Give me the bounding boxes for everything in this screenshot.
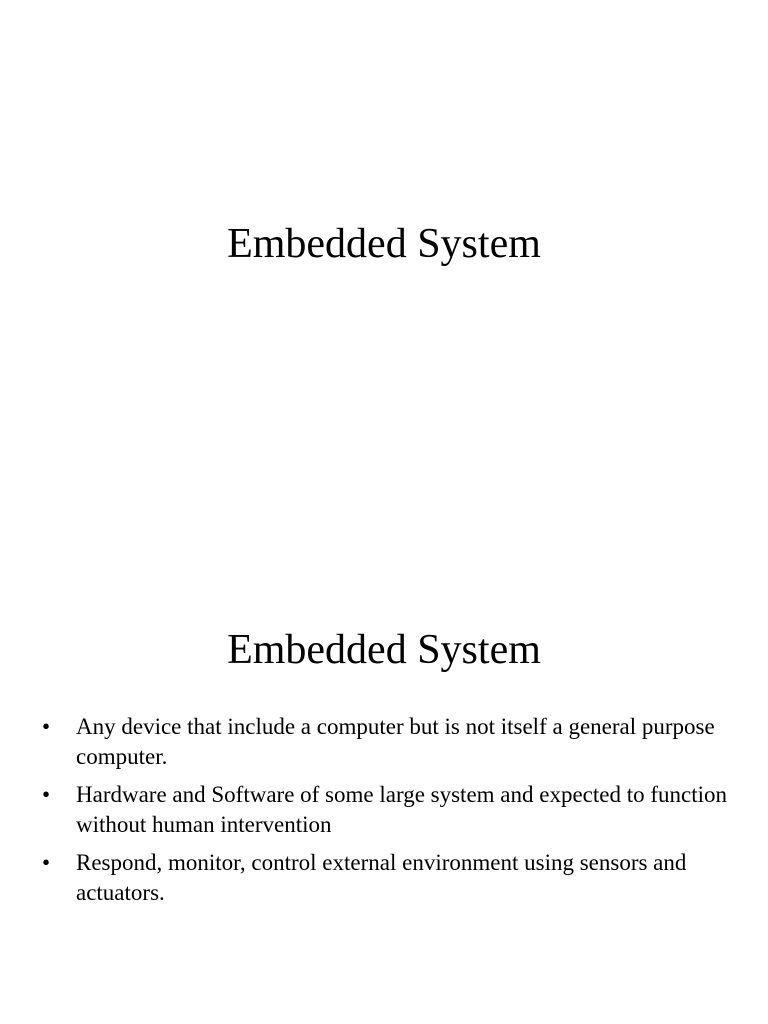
bullet-text-2: Hardware and Software of some large system and expected to function without human intervention xyxy=(76,782,728,837)
bullet-text-1: Any device that include a computer but is not itself a general purpose computer. xyxy=(76,714,715,769)
bullet-text-3: Respond, monitor, control external environment using sensors and actuators. xyxy=(76,850,687,905)
bullet-list xyxy=(40,712,730,916)
slide-2-title: Embedded System xyxy=(227,627,541,673)
bullet-item-1 xyxy=(40,712,730,772)
slide-1-title: Embedded System xyxy=(227,221,541,267)
slide-content xyxy=(0,512,768,1024)
bullet-icon: • xyxy=(42,714,51,739)
bullet-icon: • xyxy=(42,850,51,875)
bullet-item-2 xyxy=(40,780,730,840)
bullet-icon: • xyxy=(42,782,51,807)
bullet-item-3 xyxy=(40,848,730,908)
